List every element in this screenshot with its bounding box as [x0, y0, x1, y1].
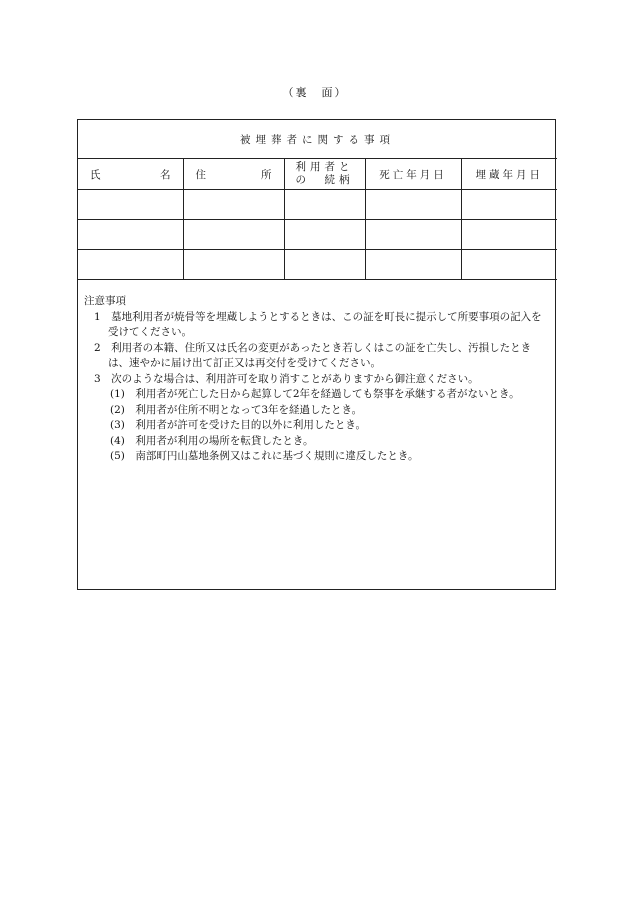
column-burial-date: 埋蔵年月日 [461, 159, 557, 190]
cell-burial-date[interactable] [461, 250, 557, 280]
cell-name[interactable] [78, 250, 183, 280]
cell-death-date[interactable] [365, 220, 461, 250]
cell-relation[interactable] [284, 250, 365, 280]
column-relation-line1: 利用者と [295, 161, 354, 173]
note-sub-item: (1) 利用者が死亡した日から起算して2年を経過しても祭事を承継する者がないとき。 [110, 388, 520, 400]
table-title: 被埋葬者に関する事項 [78, 120, 557, 159]
burial-table [78, 120, 557, 280]
table-row [78, 220, 557, 250]
cell-relation[interactable] [284, 190, 365, 220]
cell-relation[interactable] [284, 220, 365, 250]
table-row [78, 250, 557, 280]
note-sub-item: (3) 利用者が許可を受けた目的以外に利用したとき。 [110, 419, 366, 431]
column-death-date: 死亡年月日 [365, 159, 461, 190]
cell-burial-date[interactable] [461, 190, 557, 220]
cell-death-date[interactable] [365, 190, 461, 220]
cell-name[interactable] [78, 190, 183, 220]
note-sub-item: (5) 南部町円山墓地条例又はこれに基づく規則に違反したとき。 [110, 450, 419, 462]
column-address-right: 所 [261, 168, 272, 181]
page-side-label: （裏 面） [282, 86, 348, 99]
burial-record-form [77, 119, 556, 590]
cell-address[interactable] [183, 250, 284, 280]
note-item: 1 墓地利用者が焼骨等を埋蔵しようとするときは、この証を町長に提示して所要事項の記入を受けてください。 [94, 310, 542, 338]
column-relation-line2: の 続柄 [295, 174, 354, 186]
note-item: 2 利用者の本籍、住所又は氏名の変更があったとき若しくはこの証を亡失し、汚損したときは、速やかに届け出て訂正又は再交付を受けてください。 [94, 341, 532, 369]
column-relation [284, 159, 365, 190]
column-address-left: 住 [195, 168, 206, 181]
notes-heading: 注意事項 [84, 295, 126, 307]
note-item: 3 次のような場合は、利用許可を取り消すことがありますから御注意ください。 [94, 372, 479, 385]
cell-address[interactable] [183, 190, 284, 220]
table-row [78, 190, 557, 220]
cell-burial-date[interactable] [461, 220, 557, 250]
cell-address[interactable] [183, 220, 284, 250]
column-name [78, 159, 183, 190]
note-sub-item: (2) 利用者が住所不明となって3年を経過したとき。 [110, 403, 363, 416]
column-name-left: 氏 [90, 168, 101, 181]
cell-name[interactable] [78, 220, 183, 250]
column-address [183, 159, 284, 190]
note-sub-item: (4) 利用者が利用の場所を転貸したとき。 [110, 434, 314, 447]
column-name-right: 名 [160, 168, 171, 181]
cell-death-date[interactable] [365, 250, 461, 280]
notes-section [78, 280, 555, 465]
